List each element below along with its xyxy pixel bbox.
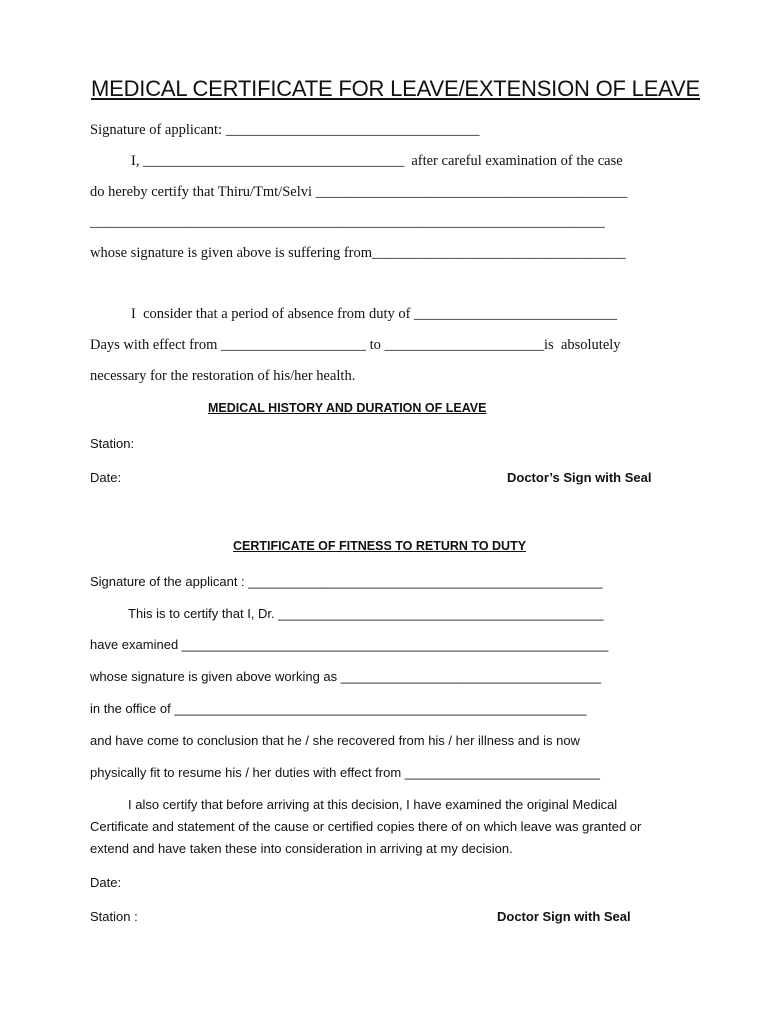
fitness-date-label: Date: xyxy=(90,875,122,890)
absence-period-line: I consider that a period of absence from duty of ____________________________ xyxy=(131,306,618,322)
date-label: Date: xyxy=(90,470,122,485)
fit-to-resume-line: physically fit to resume his / her duties with effect from ___________________________ xyxy=(90,765,600,780)
doctor-sign-label: Doctor’s Sign with Seal xyxy=(507,470,652,485)
fitness-applicant-signature-line: Signature of the applicant : _________________________________________________ xyxy=(90,574,603,589)
days-effect-line: Days with effect from ____________________ to ______________________is absolutely xyxy=(90,337,621,353)
restoration-line: necessary for the restoration of his/her health. xyxy=(90,368,356,384)
office-line: in the office of _________________________________________________________ xyxy=(90,701,587,716)
medical-history-heading: MEDICAL HISTORY AND DURATION OF LEAVE xyxy=(208,401,487,415)
station-label: Station: xyxy=(90,436,135,451)
applicant-signature-line: Signature of applicant: ___________________________________ xyxy=(90,122,480,138)
fitness-station-label: Station : xyxy=(90,909,138,924)
fitness-doctor-sign-label: Doctor Sign with Seal xyxy=(497,909,631,924)
doctor-name-line: I, ____________________________________ after careful examination of the case xyxy=(131,153,623,169)
page-title: MEDICAL CERTIFICATE FOR LEAVE/EXTENSION OF LEAVE xyxy=(91,76,700,101)
blank-line: _______________________________________________________________________ xyxy=(90,214,605,230)
suffering-from-line: whose signature is given above is suffering from___________________________________ xyxy=(90,245,626,261)
certify-patient-line: do hereby certify that Thiru/Tmt/Selvi ___________________________________________ xyxy=(90,184,628,200)
declaration-paragraph: I also certify that before arriving at this decision, I have examined the original Medical Certificate and statement of the cause or certified copies there of on which leave was granted or extend and have taken these into consideration in arriving at my decision. xyxy=(90,797,642,856)
working-as-line: whose signature is given above working as ____________________________________ xyxy=(90,669,602,684)
conclusion-line: and have come to conclusion that he / she recovered from his / her illness and is now xyxy=(90,733,580,748)
fitness-certificate-heading: CERTIFICATE OF FITNESS TO RETURN TO DUTY xyxy=(233,539,527,553)
examined-line: have examined ___________________________________________________________ xyxy=(90,637,609,652)
fitness-doctor-line: This is to certify that I, Dr. _____________________________________________ xyxy=(128,606,604,621)
